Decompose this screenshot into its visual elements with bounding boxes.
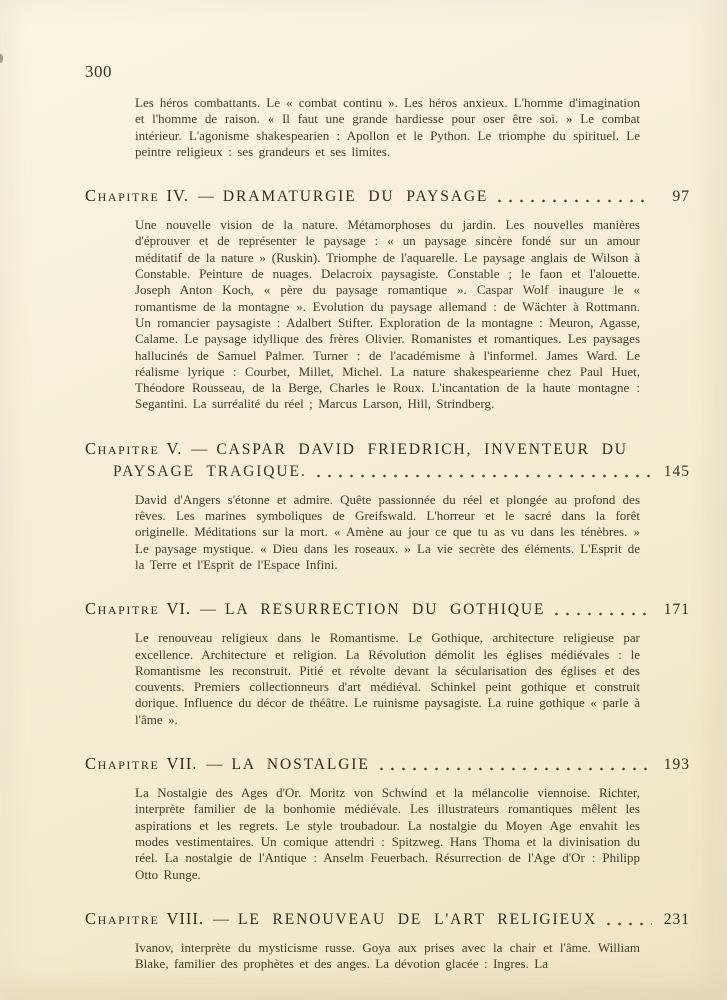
chapter-dash: — — [197, 188, 214, 206]
chapter-label: Chapitre — [85, 186, 160, 206]
toc-entry-chapter-8 — [0, 908, 727, 973]
chapter-page-ref: 193 — [663, 756, 690, 774]
chapter-title: CASPAR DAVID FRIEDRICH, INVENTEUR DU — [216, 440, 628, 458]
chapter-dash: — — [206, 756, 223, 774]
chapter-title: DRAMATURGIE DU PAYSAGE — [222, 188, 489, 206]
dot-leader — [494, 186, 652, 208]
toc-entry-chapter-4 — [0, 185, 727, 413]
dot-leader — [376, 754, 652, 776]
chapter-title: LA NOSTALGIE — [231, 756, 370, 774]
toc-entry-chapter-6 — [0, 598, 727, 728]
chapter-page-ref: 97 — [672, 188, 690, 206]
dot-leader — [551, 599, 652, 621]
chapter-heading — [85, 185, 690, 208]
folio-page-number: 300 — [85, 62, 112, 81]
chapter-title-continued: PAYSAGE TRAGIQUE. — [113, 462, 307, 480]
chapter-heading — [85, 598, 690, 621]
chapter-numeral: VIII. — [166, 908, 205, 928]
chapter-heading-line2 — [113, 461, 690, 483]
chapter-summary: Le renouveau religieux dans le Romantisme. Le Gothique, architecture religieuse par excellence. Architecture et religion. La Révolution démolit les églises médiévales : le Romantisme les reconstruit. Pitié et révolte devant la sécularisation des églises et des couvents. Premiers collectionneurs d'art médiéval. Schinkel peint gothique et construit dorique. Influence du décor de théâtre. Le ruinisme paysagiste. La ruine gothique « parle à l'âme ». — [135, 630, 640, 727]
chapter-dash: — — [200, 601, 217, 619]
chapter-summary: Ivanov, interprète du mysticisme russe. Goya aux prises avec la chair et l'âme. William Blake, familier des prophètes et des anges. La dévotion glacée : Ingres. La — [135, 939, 640, 972]
chapter-heading-text — [85, 753, 370, 776]
chapter-label: Chapitre — [85, 908, 160, 928]
chapter-dash: — — [191, 440, 208, 458]
chapter-label: Chapitre — [85, 754, 160, 774]
chapter-heading — [85, 753, 690, 776]
chapter-label: Chapitre — [85, 599, 160, 619]
chapter-heading-text — [85, 185, 488, 208]
chapter-numeral: IV. — [166, 186, 189, 206]
chapter-page-ref: 171 — [663, 601, 690, 619]
chapter-label: Chapitre — [85, 438, 160, 458]
chapter-heading — [85, 908, 690, 931]
chapter-title: LA RESURRECTION DU GOTHIQUE — [225, 601, 546, 619]
chapter-numeral: V. — [166, 438, 183, 458]
chapter-heading — [85, 438, 690, 461]
chapter-numeral: VI. — [166, 599, 192, 619]
chapter-title: LE RENOUVEAU DE L'ART RELIGIEUX — [238, 910, 598, 928]
chapter-heading-text — [85, 438, 628, 461]
toc-entry-chapter-5 — [0, 438, 727, 573]
intro-chapter-summary: Les héros combattants. Le « combat continu ». Les héros anxieux. L'homme d'imagination et l'homme de raison. « Il faut une grande hardiesse pour oser être soi. » Le combat intérieur. L'agonisme shakespearien : Apollon et le Python. Le triomphe du spirituel. Le peintre religieux : ses grandeurs et ses limites. — [135, 95, 640, 159]
chapter-dash: — — [213, 910, 230, 928]
chapter-heading-text — [85, 598, 545, 621]
chapter-page-ref: 145 — [663, 462, 690, 480]
chapter-heading-text — [85, 908, 597, 931]
dot-leader — [313, 461, 652, 483]
dot-leader — [603, 909, 652, 931]
chapter-page-ref: 231 — [663, 910, 690, 928]
chapter-summary: La Nostalgie des Ages d'Or. Moritz von Schwind et la mélancolie viennoise. Richter, interprète familier de la bonhomie médiévale. Les illustrateurs romantiques mêlent les aspirations et les regrets. Le style troubadour. La nostalgie du Moyen Age envahit les modes vestimentaires. Un comique attendri : Spitzweg. Hans Thoma et la divinisation du réel. La nostalgie de l'Antique : Anselm Feuerbach. Résurrection de l'Age d'Or : Philipp Otto Runge. — [135, 785, 640, 882]
chapter-summary: Une nouvelle vision de la nature. Métamorphoses du jardin. Les nouvelles manières d'éprouver et de représenter le paysage : « un paysage sincère fondé sur un amour méditatif de la nature » (Ruskin). Triomphe de l'aquarelle. Le paysage anglais de Wilson à Constable. Peinture de nuages. Delacroix paysagiste. Constable ; le faon et l'alouette. Joseph Anton Koch, « père du paysage romantique ». Caspar Wolf inaugure le « romantisme de la montagne ». Evolution du paysage allemand : de Wächter à Rottmann. Un romancier paysagiste : Adalbert Stifter. Exploration de la montagne : Meuron, Agasse, Calame. Le paysage idyllique des frères Olivier. Romanistes et romantiques. Les paysages hallucinés de Samuel Palmer. Turner : de l'académisme à l'informel. James Ward. Le réalisme lyrique : Courbet, Millet, Michel. La nature shakespearienne chez Paul Huet, Théodore Rousseau, de la Berge, Charles le Roux. L'incantation de la haute montagne : Segantini. La surréalité du réel ; Marcus Larson, Hill, Strindberg. — [135, 217, 640, 412]
chapter-title-continued-text — [113, 461, 307, 483]
chapter-summary: David d'Angers s'étonne et admire. Quête passionnée du réel et plongée au profond des rêves. Les marines symboliques de Greifswald. L'horreur et le sacré dans la forêt originelle. Méditations sur la mort. « Amène au jour ce que tu as vu dans les ténèbres. » Le paysage mystique. « Dieu dans les roseaux. » La vie secrète des éléments. L'Esprit de la Terre et l'Esprit de l'Espace Infini. — [135, 491, 640, 572]
toc-entry-chapter-7 — [0, 753, 727, 883]
chapter-numeral: VII. — [166, 754, 198, 774]
